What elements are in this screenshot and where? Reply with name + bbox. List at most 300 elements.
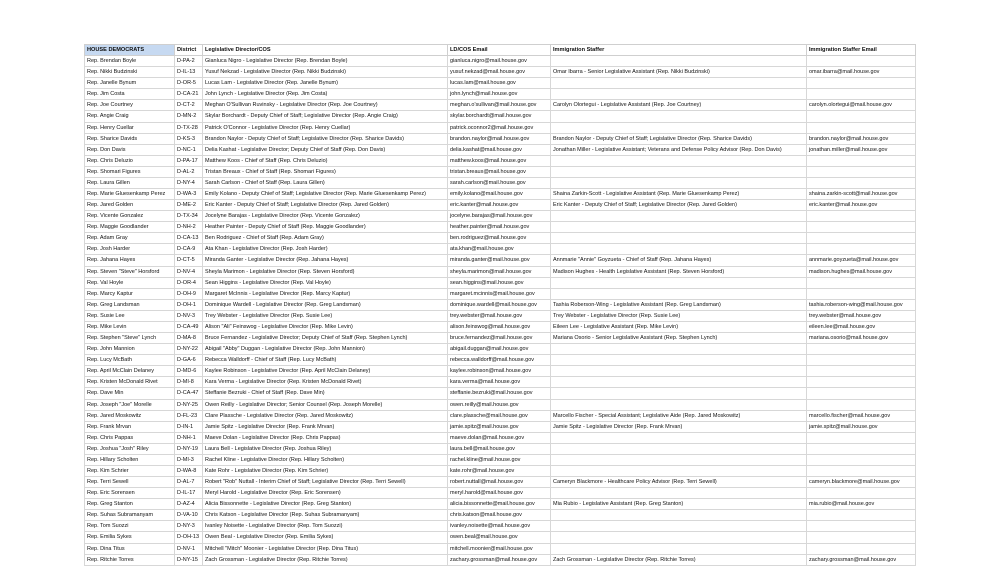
ld-email-cell[interactable]: sheyla.marimon@mail.house.gov [448,266,551,277]
member-cell[interactable]: Rep. Tom Suozzi [85,521,175,532]
member-cell[interactable]: Rep. Shomari Figures [85,166,175,177]
immigration-email-cell[interactable] [807,432,916,443]
immigration-email-cell[interactable]: marcello.fischer@mail.house.gov [807,410,916,421]
immigration-email-cell[interactable] [807,56,916,67]
member-cell[interactable]: Rep. Brendan Boyle [85,56,175,67]
member-cell[interactable]: Rep. Maggie Goodlander [85,222,175,233]
header-cell-ld-cos-email[interactable]: LD/COS Email [448,45,551,56]
legislative-director-cell[interactable]: Skylar Borchardt - Deputy Chief of Staff; Legislative Director (Rep. Angie Craig) [203,111,448,122]
legislative-director-cell[interactable]: Eric Kanter - Deputy Chief of Staff; Legislative Director (Rep. Jared Golden) [203,200,448,211]
legislative-director-cell[interactable]: Rachel Kline - Legislative Director (Rep. Hillary Scholten) [203,454,448,465]
district-cell[interactable]: D-ME-2 [175,200,203,211]
immigration-staffer-cell[interactable] [551,111,807,122]
district-cell[interactable]: D-MI-3 [175,454,203,465]
ld-email-cell[interactable]: laura.bell@mail.house.gov [448,443,551,454]
immigration-staffer-cell[interactable] [551,56,807,67]
legislative-director-cell[interactable]: Jamie Spitz - Legislative Director (Rep. Frank Mrvan) [203,421,448,432]
member-cell[interactable]: Rep. Greg Stanton [85,499,175,510]
immigration-email-cell[interactable] [807,488,916,499]
district-cell[interactable]: D-AL-2 [175,166,203,177]
member-cell[interactable]: Rep. Joseph "Joe" Morelle [85,399,175,410]
header-cell-legislative-director[interactable]: Legislative Director/COS [203,45,448,56]
ld-email-cell[interactable]: dominique.wardell@mail.house.gov [448,299,551,310]
member-cell[interactable]: Rep. Ritchie Torres [85,554,175,565]
immigration-staffer-cell[interactable] [551,211,807,222]
immigration-staffer-cell[interactable]: Carolyn Olortegui - Legislative Assistant (Rep. Joe Courtney) [551,100,807,111]
table-row [85,144,916,155]
table-row [85,388,916,399]
ld-email-cell[interactable]: yusuf.nekzad@mail.house.gov [448,67,551,78]
district-cell[interactable]: D-FL-23 [175,410,203,421]
district-cell[interactable]: D-NV-3 [175,310,203,321]
member-cell[interactable]: Rep. Janelle Bynum [85,78,175,89]
ld-email-cell[interactable]: alicia.bissonnette@mail.house.gov [448,499,551,510]
member-cell[interactable]: Rep. Henry Cuellar [85,122,175,133]
district-cell[interactable]: D-NV-1 [175,543,203,554]
immigration-staffer-cell[interactable]: Tashia Roberson-Wing - Legislative Assistant (Rep. Greg Landsman) [551,299,807,310]
ld-email-cell[interactable]: tristan.breaux@mail.house.gov [448,166,551,177]
member-cell[interactable]: Rep. Chris Deluzio [85,155,175,166]
district-cell[interactable]: D-NY-15 [175,554,203,565]
legislative-director-cell[interactable]: Lucas Lam - Legislative Director (Rep. Janelle Bynum) [203,78,448,89]
member-cell[interactable]: Rep. Josh Harder [85,244,175,255]
ld-email-cell[interactable]: kara.verma@mail.house.gov [448,377,551,388]
table-row [85,321,916,332]
ld-email-cell[interactable]: delia.kashat@mail.house.gov [448,144,551,155]
immigration-staffer-cell[interactable] [551,355,807,366]
member-cell[interactable]: Rep. Adam Gray [85,233,175,244]
immigration-email-cell[interactable]: brandon.naylor@mail.house.gov [807,133,916,144]
ld-email-cell[interactable]: maeve.dolan@mail.house.gov [448,432,551,443]
district-cell[interactable]: D-NY-19 [175,443,203,454]
ld-email-cell[interactable]: skylar.borchardt@mail.house.gov [448,111,551,122]
member-cell[interactable]: Rep. Jared Moskowitz [85,410,175,421]
immigration-email-cell[interactable] [807,377,916,388]
district-cell[interactable]: D-PA-2 [175,56,203,67]
legislative-director-cell[interactable]: Dominique Wardell - Legislative Director (Rep. Greg Landsman) [203,299,448,310]
district-cell[interactable]: D-CA-47 [175,388,203,399]
ld-email-cell[interactable]: heather.painter@mail.house.gov [448,222,551,233]
immigration-email-cell[interactable] [807,244,916,255]
district-cell[interactable]: D-OH-9 [175,288,203,299]
header-cell-house-democrats[interactable]: HOUSE DEMOCRATS [85,45,175,56]
table-row [85,266,916,277]
member-cell[interactable]: Rep. Dina Titus [85,543,175,554]
ld-email-cell[interactable]: matthew.koos@mail.house.gov [448,155,551,166]
immigration-email-cell[interactable] [807,454,916,465]
ld-email-cell[interactable]: steffanie.bezruki@mail.house.gov [448,388,551,399]
immigration-staffer-cell[interactable] [551,166,807,177]
immigration-staffer-cell[interactable] [551,543,807,554]
table-row [85,189,916,200]
immigration-staffer-cell[interactable] [551,510,807,521]
member-cell[interactable]: Rep. Jared Golden [85,200,175,211]
member-cell[interactable]: Rep. Chris Pappas [85,432,175,443]
immigration-email-cell[interactable]: eileen.lee@mail.house.gov [807,321,916,332]
immigration-staffer-cell[interactable] [551,454,807,465]
header-cell-immigration-staffer-email[interactable]: Immigration Staffer Email [807,45,916,56]
ld-email-cell[interactable]: abigail.duggan@mail.house.gov [448,344,551,355]
immigration-staffer-cell[interactable] [551,532,807,543]
immigration-staffer-cell[interactable] [551,155,807,166]
immigration-staffer-cell[interactable] [551,89,807,100]
legislative-director-cell[interactable]: John Lynch - Legislative Director (Rep. Jim Costa) [203,89,448,100]
ld-email-cell[interactable]: trey.webster@mail.house.gov [448,310,551,321]
legislative-director-cell[interactable]: Chris Katson - Legislative Director (Rep. Suhas Subramanyam) [203,510,448,521]
immigration-staffer-cell[interactable]: Brandon Naylor - Deputy Chief of Staff; Legislative Director (Rep. Sharice Davids) [551,133,807,144]
ld-email-cell[interactable]: sarah.carlson@mail.house.gov [448,177,551,188]
immigration-email-cell[interactable] [807,78,916,89]
legislative-director-cell[interactable]: Ata Khan - Legislative Director (Rep. Josh Harder) [203,244,448,255]
immigration-email-cell[interactable] [807,155,916,166]
ld-email-cell[interactable]: robert.nuttall@mail.house.gov [448,477,551,488]
immigration-email-cell[interactable] [807,111,916,122]
district-cell[interactable]: D-NY-4 [175,177,203,188]
immigration-staffer-cell[interactable] [551,78,807,89]
immigration-email-cell[interactable] [807,532,916,543]
ld-email-cell[interactable]: john.lynch@mail.house.gov [448,89,551,100]
member-cell[interactable]: Rep. Marie Gluesenkamp Perez [85,189,175,200]
immigration-staffer-cell[interactable]: Mia Rubio - Legislative Assistant (Rep. Greg Stanton) [551,499,807,510]
ld-email-cell[interactable]: owen.beal@mail.house.gov [448,532,551,543]
immigration-staffer-cell[interactable] [551,377,807,388]
legislative-director-cell[interactable]: Zach Grossman - Legislative Director (Rep. Ritchie Torres) [203,554,448,565]
legislative-director-cell[interactable]: Miranda Ganter - Legislative Director (Rep. Jahana Hayes) [203,255,448,266]
immigration-email-cell[interactable] [807,288,916,299]
legislative-director-cell[interactable]: Meghan O'Sullivan Ruvinsky - Legislative Director (Rep. Joe Courtney) [203,100,448,111]
immigration-email-cell[interactable] [807,388,916,399]
table-row [85,421,916,432]
district-cell[interactable]: D-KS-3 [175,133,203,144]
ld-email-cell[interactable]: sean.higgins@mail.house.gov [448,277,551,288]
immigration-staffer-cell[interactable]: Jamie Spitz - Legislative Director (Rep. Frank Mrvan) [551,421,807,432]
ld-email-cell[interactable]: kate.rohr@mail.house.gov [448,465,551,476]
ld-email-cell[interactable]: jamie.spitz@mail.house.gov [448,421,551,432]
member-cell[interactable]: Rep. Greg Landsman [85,299,175,310]
immigration-staffer-cell[interactable] [551,288,807,299]
table-row [85,543,916,554]
immigration-email-cell[interactable] [807,399,916,410]
immigration-staffer-cell[interactable]: Marcello Fischer - Special Assistant; Legislative Aide (Rep. Jared Moskowitz) [551,410,807,421]
district-cell[interactable]: D-CA-21 [175,89,203,100]
ld-email-cell[interactable]: bruce.fernandez@mail.house.gov [448,333,551,344]
legislative-director-cell[interactable]: Robert "Rob" Nuttall - Interim Chief of Staff; Legislative Director (Rep. Terri Sewell) [203,477,448,488]
legislative-director-cell[interactable]: Sarah Carlson - Chief of Staff (Rep. Laura Gillen) [203,177,448,188]
immigration-email-cell[interactable]: eric.kanter@mail.house.gov [807,200,916,211]
ld-email-cell[interactable]: meryl.harold@mail.house.gov [448,488,551,499]
district-cell[interactable]: D-TX-28 [175,122,203,133]
immigration-email-cell[interactable] [807,166,916,177]
member-cell[interactable]: Rep. Laura Gillen [85,177,175,188]
immigration-email-cell[interactable] [807,465,916,476]
ld-email-cell[interactable]: kaylee.robinson@mail.house.gov [448,366,551,377]
district-cell[interactable]: D-AZ-4 [175,499,203,510]
table-row [85,222,916,233]
immigration-email-cell[interactable] [807,177,916,188]
immigration-email-cell[interactable]: annmarie.goyzueta@mail.house.gov [807,255,916,266]
ld-email-cell[interactable]: brandon.naylor@mail.house.gov [448,133,551,144]
ld-email-cell[interactable]: ivanley.noisette@mail.house.gov [448,521,551,532]
immigration-staffer-cell[interactable]: Jonathan Miller - Legislative Assistant; Veterans and Defense Policy Advisor (Rep. Don Davis) [551,144,807,155]
immigration-email-cell[interactable] [807,521,916,532]
immigration-email-cell[interactable] [807,344,916,355]
member-cell[interactable]: Rep. Val Hoyle [85,277,175,288]
immigration-email-cell[interactable]: jamie.spitz@mail.house.gov [807,421,916,432]
district-cell[interactable]: D-MN-2 [175,111,203,122]
district-cell[interactable]: D-IL-17 [175,488,203,499]
district-cell[interactable]: D-OH-13 [175,532,203,543]
immigration-email-cell[interactable] [807,211,916,222]
legislative-director-cell[interactable]: Emily Kolano - Deputy Chief of Staff; Legislative Director (Rep. Marie Gluesenkamp Perez) [203,189,448,200]
immigration-staffer-cell[interactable] [551,177,807,188]
legislative-director-cell[interactable]: Laura Bell - Legislative Director (Rep. Joshua Riley) [203,443,448,454]
district-cell[interactable]: D-VA-10 [175,510,203,521]
member-cell[interactable]: Rep. Lucy McBath [85,355,175,366]
district-cell[interactable]: D-NC-1 [175,144,203,155]
member-cell[interactable]: Rep. Jahana Hayes [85,255,175,266]
legislative-director-cell[interactable]: Alison "Ali" Feinswog - Legislative Director (Rep. Mike Levin) [203,321,448,332]
immigration-email-cell[interactable]: carolyn.olortegui@mail.house.gov [807,100,916,111]
district-cell[interactable]: D-OR-5 [175,78,203,89]
member-cell[interactable]: Rep. Mike Levin [85,321,175,332]
legislative-director-cell[interactable]: Patrick O'Connor - Legislative Director (Rep. Henry Cuellar) [203,122,448,133]
member-cell[interactable]: Rep. Eric Sorensen [85,488,175,499]
member-cell[interactable]: Rep. Joshua "Josh" Riley [85,443,175,454]
ld-email-cell[interactable]: miranda.ganter@mail.house.gov [448,255,551,266]
immigration-staffer-cell[interactable] [551,465,807,476]
immigration-email-cell[interactable] [807,366,916,377]
member-cell[interactable]: Rep. Dave Min [85,388,175,399]
member-cell[interactable]: Rep. Vicente Gonzalez [85,211,175,222]
district-cell[interactable]: D-IN-1 [175,421,203,432]
ld-email-cell[interactable]: emily.kolano@mail.house.gov [448,189,551,200]
immigration-staffer-cell[interactable] [551,366,807,377]
legislative-director-cell[interactable]: Margaret McInnis - Legislative Director (Rep. Marcy Kaptur) [203,288,448,299]
immigration-staffer-cell[interactable] [551,521,807,532]
ld-email-cell[interactable]: lucas.lam@mail.house.gov [448,78,551,89]
legislative-director-cell[interactable]: Delia Kashat - Legislative Director; Deputy Chief of Staff (Rep. Don Davis) [203,144,448,155]
header-cell-district[interactable]: District [175,45,203,56]
immigration-staffer-cell[interactable] [551,432,807,443]
district-cell[interactable]: D-NY-3 [175,521,203,532]
ld-email-cell[interactable]: ata.khan@mail.house.gov [448,244,551,255]
ld-email-cell[interactable]: margaret.mcinnis@mail.house.gov [448,288,551,299]
immigration-email-cell[interactable] [807,355,916,366]
ld-email-cell[interactable]: zachary.grossman@mail.house.gov [448,554,551,565]
district-cell[interactable]: D-WA-3 [175,189,203,200]
table-row [85,255,916,266]
district-cell[interactable]: D-NY-25 [175,399,203,410]
ld-email-cell[interactable]: clare.plassche@mail.house.gov [448,410,551,421]
ld-email-cell[interactable]: meghan.o'sullivan@mail.house.gov [448,100,551,111]
table-row [85,366,916,377]
immigration-staffer-cell[interactable]: Shaina Zarkin-Scott - Legislative Assistant (Rep. Marie Gluesenkamp Perez) [551,189,807,200]
table-row [85,78,916,89]
legislative-director-cell[interactable]: Alicia Bissonnette - Legislative Director (Rep. Greg Stanton) [203,499,448,510]
immigration-staffer-cell[interactable]: Eileen Lee - Legislative Assistant (Rep. Mike Levin) [551,321,807,332]
immigration-staffer-cell[interactable] [551,488,807,499]
ld-email-cell[interactable]: alison.feinswog@mail.house.gov [448,321,551,332]
immigration-email-cell[interactable]: madison.hughes@mail.house.gov [807,266,916,277]
immigration-staffer-cell[interactable]: Madison Hughes - Health Legislative Assistant (Rep. Steven Horsford) [551,266,807,277]
legislative-director-cell[interactable]: Owen Reilly - Legislative Director; Senior Counsel (Rep. Joseph Morelle) [203,399,448,410]
ld-email-cell[interactable]: ben.rodriguez@mail.house.gov [448,233,551,244]
ld-email-cell[interactable]: mitchell.moonier@mail.house.gov [448,543,551,554]
immigration-email-cell[interactable]: shaina.zarkin-scott@mail.house.gov [807,189,916,200]
immigration-email-cell[interactable] [807,222,916,233]
member-cell[interactable]: Rep. Nikki Budzinski [85,67,175,78]
ld-email-cell[interactable]: rachel.kline@mail.house.gov [448,454,551,465]
district-cell[interactable]: D-TX-34 [175,211,203,222]
immigration-email-cell[interactable]: jonathan.miller@mail.house.gov [807,144,916,155]
table-row [85,288,916,299]
district-cell[interactable]: D-CA-49 [175,321,203,332]
legislative-director-cell[interactable]: Meryl Harold - Legislative Director (Rep. Eric Sorensen) [203,488,448,499]
legislative-director-cell[interactable]: Kate Rohr - Legislative Director (Rep. Kim Schrier) [203,465,448,476]
district-cell[interactable]: D-MD-6 [175,366,203,377]
table-row [85,166,916,177]
immigration-email-cell[interactable] [807,89,916,100]
legislative-director-cell[interactable]: Yusuf Nekzad - Legislative Director (Rep. Nikki Budzinski) [203,67,448,78]
member-cell[interactable]: Rep. Don Davis [85,144,175,155]
ld-email-cell[interactable]: gianluca.nigro@mail.house.gov [448,56,551,67]
immigration-email-cell[interactable]: omar.ibarra@mail.house.gov [807,67,916,78]
legislative-director-cell[interactable]: Trey Webster - Legislative Director (Rep. Susie Lee) [203,310,448,321]
immigration-staffer-cell[interactable]: Cameryn Blackmore - Healthcare Policy Advisor (Rep. Terri Sewell) [551,477,807,488]
immigration-email-cell[interactable] [807,122,916,133]
member-cell[interactable]: Rep. Stephen "Steve" Lynch [85,333,175,344]
table-row [85,410,916,421]
member-cell[interactable]: Rep. Sharice Davids [85,133,175,144]
immigration-email-cell[interactable]: mariana.osorio@mail.house.gov [807,333,916,344]
legislative-director-cell[interactable]: Matthew Koos - Chief of Staff (Rep. Chris Deluzio) [203,155,448,166]
member-cell[interactable]: Rep. Kristen McDonald Rivet [85,377,175,388]
legislative-director-cell[interactable]: Abigail "Abby" Duggan - Legislative Director (Rep. John Mannion) [203,344,448,355]
member-cell[interactable]: Rep. April McClain Delaney [85,366,175,377]
ld-email-cell[interactable]: eric.kanter@mail.house.gov [448,200,551,211]
legislative-director-cell[interactable]: Kaylee Robinson - Legislative Director (Rep. April McClain Delaney) [203,366,448,377]
immigration-staffer-cell[interactable] [551,277,807,288]
legislative-director-cell[interactable]: Rebecca Walldorff - Chief of Staff (Rep. Lucy McBath) [203,355,448,366]
table-row [85,211,916,222]
legislative-director-cell[interactable]: Sheyla Marimon - Legislative Director (Rep. Steven Horsford) [203,266,448,277]
member-cell[interactable]: Rep. Frank Mrvan [85,421,175,432]
immigration-email-cell[interactable]: trey.webster@mail.house.gov [807,310,916,321]
district-cell[interactable]: D-NV-4 [175,266,203,277]
district-cell[interactable]: D-NH-2 [175,222,203,233]
district-cell[interactable]: D-CA-13 [175,233,203,244]
legislative-director-cell[interactable]: Kara Verma - Legislative Director (Rep. Kristen McDonald Rivet) [203,377,448,388]
table-row [85,177,916,188]
member-cell[interactable]: Rep. Jim Costa [85,89,175,100]
legislative-director-cell[interactable]: Brandon Naylor - Deputy Chief of Staff; Legislative Director (Rep. Sharice Davids) [203,133,448,144]
immigration-email-cell[interactable]: mia.rubio@mail.house.gov [807,499,916,510]
district-cell[interactable]: D-OR-4 [175,277,203,288]
immigration-staffer-cell[interactable] [551,222,807,233]
immigration-staffer-cell[interactable]: Omar Ibarra - Senior Legislative Assistant (Rep. Nikki Budzinski) [551,67,807,78]
district-cell[interactable]: D-PA-17 [175,155,203,166]
district-cell[interactable]: D-MI-8 [175,377,203,388]
immigration-staffer-cell[interactable]: Zach Grossman - Legislative Director (Rep. Ritchie Torres) [551,554,807,565]
immigration-staffer-cell[interactable] [551,344,807,355]
legislative-director-cell[interactable]: Steffanie Bezruki - Chief of Staff (Rep. Dave Min) [203,388,448,399]
member-cell[interactable]: Rep. Hillary Scholten [85,454,175,465]
immigration-email-cell[interactable]: cameryn.blackmore@mail.house.gov [807,477,916,488]
immigration-email-cell[interactable] [807,543,916,554]
member-cell[interactable]: Rep. Kim Schrier [85,465,175,476]
immigration-staffer-cell[interactable]: Mariana Osorio - Senior Legislative Assistant (Rep. Stephen Lynch) [551,333,807,344]
immigration-staffer-cell[interactable]: Trey Webster - Legislative Director (Rep. Susie Lee) [551,310,807,321]
legislative-director-cell[interactable]: Gianluca Nigro - Legislative Director (Rep. Brendan Boyle) [203,56,448,67]
ld-email-cell[interactable]: rebecca.walldorff@mail.house.gov [448,355,551,366]
legislative-director-cell[interactable]: Jocelyne Barajas - Legislative Director (Rep. Vicente Gonzalez) [203,211,448,222]
legislative-director-cell[interactable]: Maeve Dolan - Legislative Director (Rep. Chris Pappas) [203,432,448,443]
district-cell[interactable]: D-IL-13 [175,67,203,78]
legislative-director-cell[interactable]: Bruce Fernandez - Legislative Director; Deputy Chief of Staff (Rep. Stephen Lynch) [203,333,448,344]
immigration-email-cell[interactable] [807,233,916,244]
immigration-staffer-cell[interactable] [551,388,807,399]
immigration-staffer-cell[interactable] [551,233,807,244]
immigration-email-cell[interactable] [807,510,916,521]
member-cell[interactable]: Rep. Joe Courtney [85,100,175,111]
immigration-staffer-cell[interactable] [551,122,807,133]
ld-email-cell[interactable]: patrick.oconnor2@mail.house.gov [448,122,551,133]
legislative-director-cell[interactable]: Tristan Breaux - Chief of Staff (Rep. Shomari Figures) [203,166,448,177]
ld-email-cell[interactable]: chris.katson@mail.house.gov [448,510,551,521]
legislative-director-cell[interactable]: Owen Beal - Legislative Director (Rep. Emilia Sykes) [203,532,448,543]
legislative-director-cell[interactable]: Heather Painter - Deputy Chief of Staff (Rep. Maggie Goodlander) [203,222,448,233]
legislative-director-cell[interactable]: Clare Plassche - Legislative Director (Rep. Jared Moskowitz) [203,410,448,421]
immigration-staffer-cell[interactable] [551,399,807,410]
immigration-staffer-cell[interactable] [551,244,807,255]
member-cell[interactable]: Rep. Steven "Steve" Horsford [85,266,175,277]
immigration-email-cell[interactable]: zachary.grossman@mail.house.gov [807,554,916,565]
district-cell[interactable]: D-CT-2 [175,100,203,111]
district-cell[interactable]: D-OH-1 [175,299,203,310]
member-cell[interactable]: Rep. Angie Craig [85,111,175,122]
immigration-email-cell[interactable] [807,443,916,454]
member-cell[interactable]: Rep. John Mannion [85,344,175,355]
immigration-staffer-cell[interactable]: Annmarie "Annie" Goyzueta - Chief of Staff (Rep. Jahana Hayes) [551,255,807,266]
legislative-director-cell[interactable]: Sean Higgins - Legislative Director (Rep. Val Hoyle) [203,277,448,288]
immigration-staffer-cell[interactable]: Eric Kanter - Deputy Chief of Staff; Legislative Director (Rep. Jared Golden) [551,200,807,211]
district-cell[interactable]: D-AL-7 [175,477,203,488]
legislative-director-cell[interactable]: Ivanley Noisette - Legislative Director (Rep. Tom Suozzi) [203,521,448,532]
member-cell[interactable]: Rep. Suhas Subramanyam [85,510,175,521]
district-cell[interactable]: D-WA-8 [175,465,203,476]
member-cell[interactable]: Rep. Emilia Sykes [85,532,175,543]
district-cell[interactable]: D-GA-6 [175,355,203,366]
member-cell[interactable]: Rep. Susie Lee [85,310,175,321]
immigration-email-cell[interactable]: tashia.roberson-wing@mail.house.gov [807,299,916,310]
header-row [85,45,916,56]
immigration-email-cell[interactable] [807,277,916,288]
ld-email-cell[interactable]: jocelyne.barajas@mail.house.gov [448,211,551,222]
ld-email-cell[interactable]: owen.reilly@mail.house.gov [448,399,551,410]
district-cell[interactable]: D-NH-1 [175,432,203,443]
member-cell[interactable]: Rep. Terri Sewell [85,477,175,488]
district-cell[interactable]: D-MA-8 [175,333,203,344]
header-cell-immigration-staffer[interactable]: Immigration Staffer [551,45,807,56]
district-cell[interactable]: D-NY-22 [175,344,203,355]
immigration-staffer-cell[interactable] [551,443,807,454]
district-cell[interactable]: D-CA-9 [175,244,203,255]
table-row [85,432,916,443]
district-cell[interactable]: D-CT-5 [175,255,203,266]
legislative-director-cell[interactable]: Ben Rodriguez - Chief of Staff (Rep. Adam Gray) [203,233,448,244]
legislative-director-cell[interactable]: Mitchell "Mitch" Moonier - Legislative Director (Rep. Dina Titus) [203,543,448,554]
member-cell[interactable]: Rep. Marcy Kaptur [85,288,175,299]
